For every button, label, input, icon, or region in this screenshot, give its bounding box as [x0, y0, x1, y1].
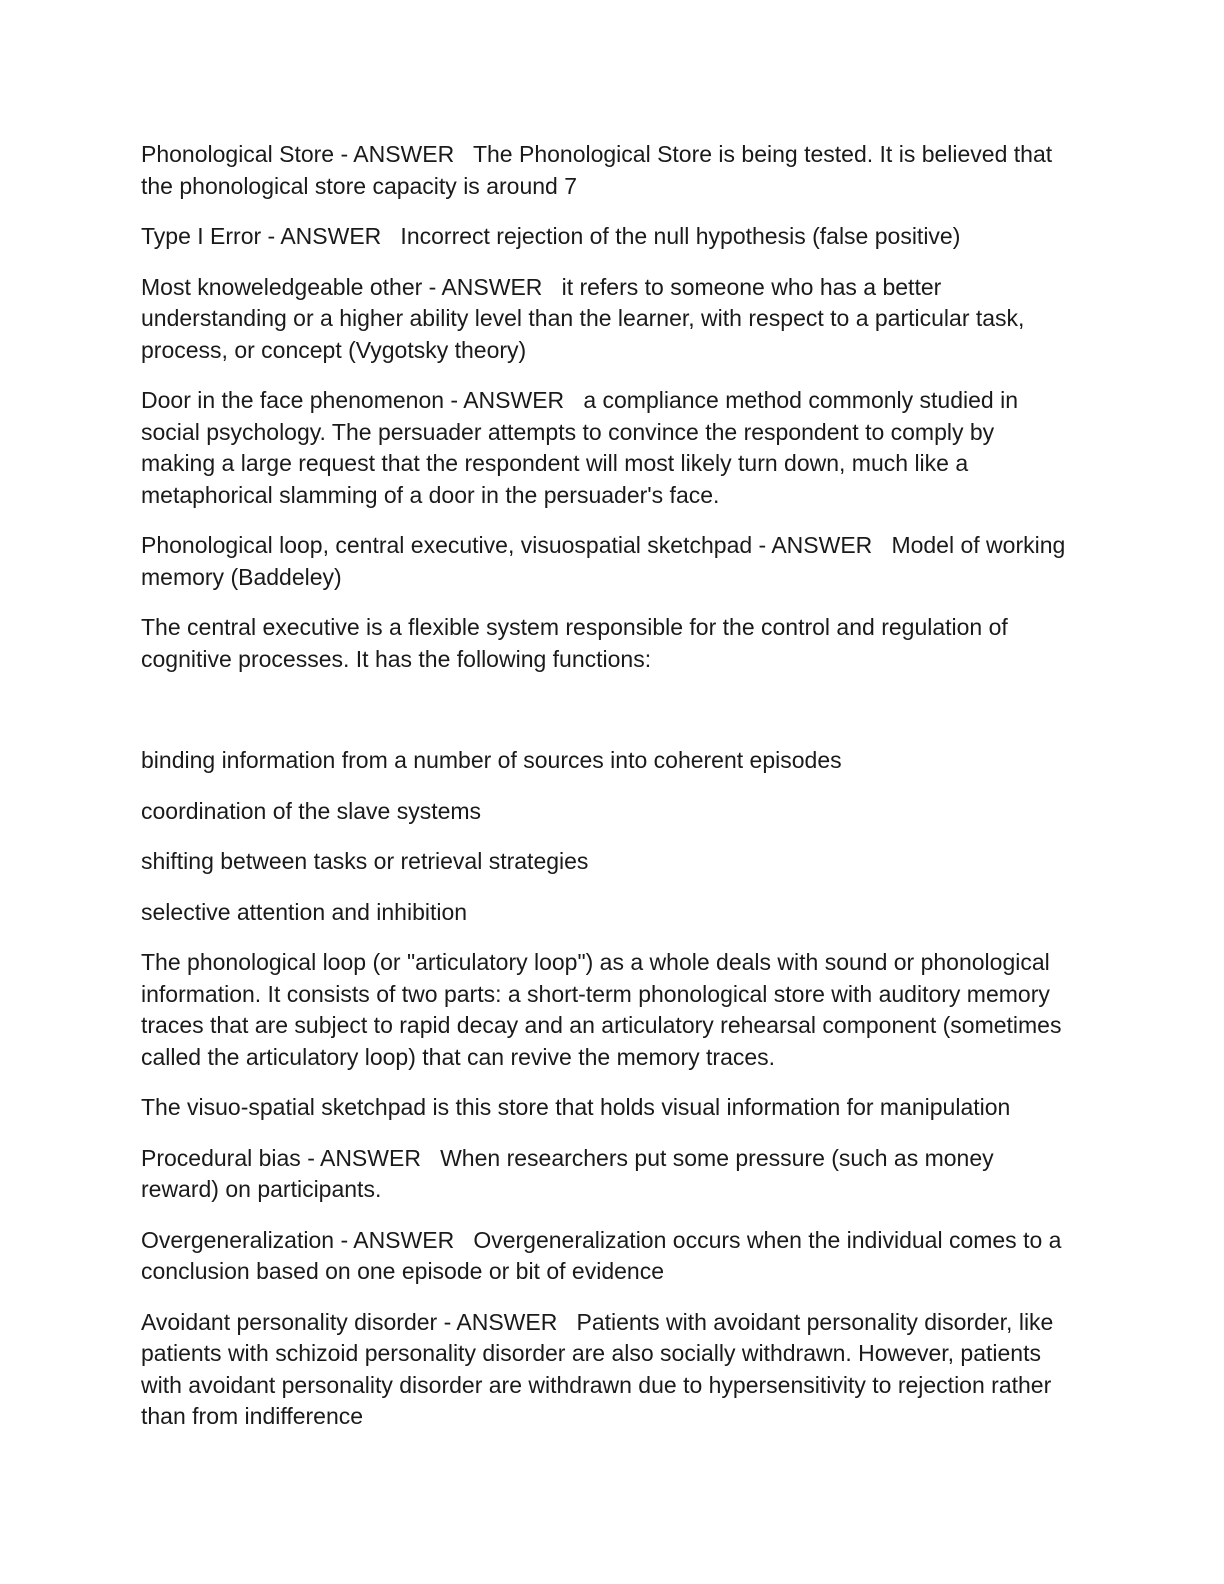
paragraph-overgeneralization: Overgeneralization - ANSWER Overgeneralization occurs when the individual comes to a conclusion based on one episode or bit of evidence — [141, 1226, 1068, 1284]
paragraph-type-i-error: Type I Error - ANSWER Incorrect rejection of the null hypothesis (false positive) — [141, 223, 961, 249]
paragraph-most-knowledgeable-other: Most knoweledgeable other - ANSWER it refers to someone who has a better understanding or a higher ability level than the learner, with respect to a particular task, process, or concept (Vygotsky theory) — [141, 273, 1031, 363]
paragraph-visuo-spatial-sketchpad: The visuo-spatial sketchpad is this store that holds visual information for manipulation — [141, 1094, 1011, 1120]
paragraph-function-shifting: shifting between tasks or retrieval strategies — [141, 848, 589, 874]
paragraph-function-binding: binding information from a number of sources into coherent episodes — [141, 747, 842, 773]
document-body — [141, 139, 1071, 1452]
paragraph-working-memory-model: Phonological loop, central executive, visuospatial sketchpad - ANSWER Model of working memory (Baddeley) — [141, 532, 1072, 590]
paragraph-phonological-loop: The phonological loop (or "articulatory loop") as a whole deals with sound or phonological information. It consists of two parts: a short-term phonological store with auditory memory traces that are subject to rapid decay and an articulatory rehearsal component (sometimes called the articulatory loop) that can revive the memory traces. — [141, 949, 1068, 1070]
paragraph-avoidant-personality-disorder: Avoidant personality disorder - ANSWER Patients with avoidant personality disorder, like patients with schizoid personality disorder are also socially withdrawn. However, patients with avoidant personality disorder are withdrawn due to hypersensitivity to rejection rather than from indifference — [141, 1308, 1060, 1429]
paragraph-function-attention: selective attention and inhibition — [141, 898, 468, 925]
paragraph-phonological-store: Phonological Store - ANSWER The Phonological Store is being tested. It is believed that the phonological store capacity is around 7 — [141, 141, 1059, 199]
paragraph-door-in-the-face: Door in the face phenomenon - ANSWER a compliance method commonly studied in social psychology. The persuader attempts to convince the respondent to comply by making a large request that the respondent will most likely turn down, much like a metaphorical slamming of a door in the persuader's face. — [141, 387, 1025, 508]
paragraph-function-coordination: coordination of the slave systems — [141, 797, 482, 824]
paragraph-procedural-bias: Procedural bias - ANSWER When researchers put some pressure (such as money reward) on participants. — [141, 1144, 1001, 1202]
paragraph-central-executive: The central executive is a flexible system responsible for the control and regulation of cognitive processes. It has the following functions: — [141, 614, 1015, 672]
